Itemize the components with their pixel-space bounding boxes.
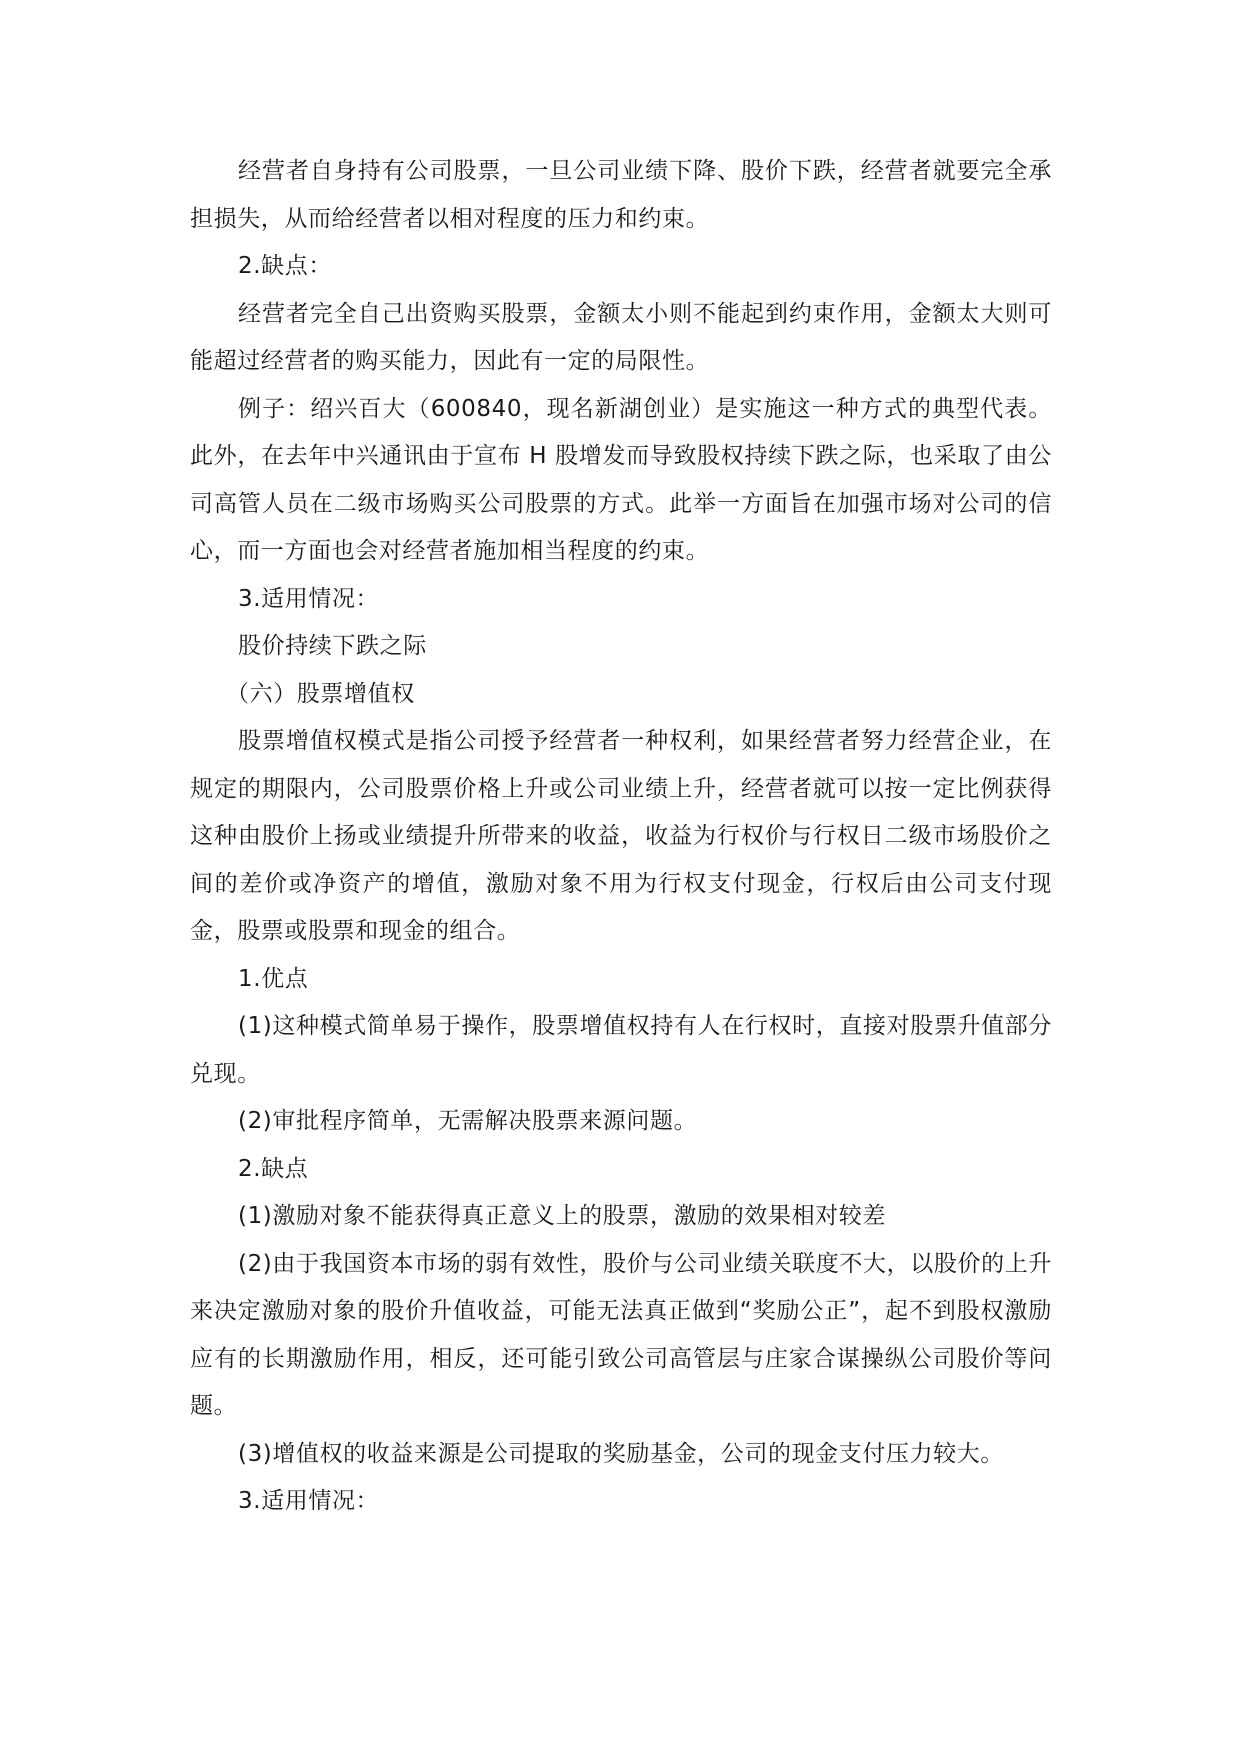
- heading-advantages: 1.优点: [238, 965, 309, 992]
- disadvantage-item-1: (1)激励对象不能获得真正意义上的股票，激励的效果相对较差: [238, 1203, 886, 1229]
- paragraph-applicability: 股价持续下跌之际: [238, 633, 427, 659]
- paragraph-sar-definition: 股票增值权模式是指公司授予经营者一种权利，如果经营者努力经营企业，在规定的期限内，公司股票价格上升或公司业绩上升，经营者就可以按一定比例获得这种由股价上扬或业绩提升所带来的收益，收益为行权价与行权日二级市场股价之间的差价或净资产的增值，激励对象不用为行权支付现金，行权后由公司支付现金，股票或股票和现金的组合。: [190, 728, 1052, 944]
- disadvantage-item-2: (2)由于我国资本市场的弱有效性，股价与公司业绩关联度不大，以股价的上升来决定激励对象的股价升值收益，可能无法真正做到“奖励公正”，起不到股权激励应有的长期激励作用，相反，还可能引致公司高管层与庄家合谋操纵公司股价等问题。: [190, 1250, 1052, 1419]
- heading-sar-applicability: 3.适用情况：: [238, 1488, 380, 1514]
- paragraph-holding-risk: 经营者自身持有公司股票，一旦公司业绩下降、股价下跌，经营者就要完全承担损失，从而给经营者以相对程度的压力和约束。: [190, 158, 1052, 232]
- section-heading-stock-appreciation-rights: （六）股票增值权: [226, 680, 415, 707]
- heading-applicability: 3.适用情况：: [238, 585, 380, 612]
- advantage-item-2: (2)审批程序简单，无需解决股票来源问题。: [238, 1108, 698, 1134]
- heading-disadvantages: 2.缺点：: [238, 253, 332, 279]
- paragraph-example: 例子：绍兴百大（600840，现名新湖创业）是实施这一种方式的典型代表。此外，在去年中兴通讯由于宣布 H 股增发而导致股权持续下跌之际，也采取了由公司高管人员在二级市场购买公司股票的方式。此举一方面旨在加强市场对公司的信心，而一方面也会对经营者施加相当程度的约束。: [190, 395, 1052, 564]
- paragraph-disadvantages: 经营者完全自己出资购买股票，金额太小则不能起到约束作用，金额太大则可能超过经营者的购买能力，因此有一定的局限性。: [190, 300, 1052, 374]
- heading-sar-disadvantages: 2.缺点: [238, 1155, 309, 1182]
- document-body: [190, 148, 1052, 1526]
- disadvantage-item-3: (3)增值权的收益来源是公司提取的奖励基金，公司的现金支付压力较大。: [238, 1440, 1004, 1467]
- advantage-item-1: (1)这种模式简单易于操作，股票增值权持有人在行权时，直接对股票升值部分兑现。: [190, 1013, 1052, 1087]
